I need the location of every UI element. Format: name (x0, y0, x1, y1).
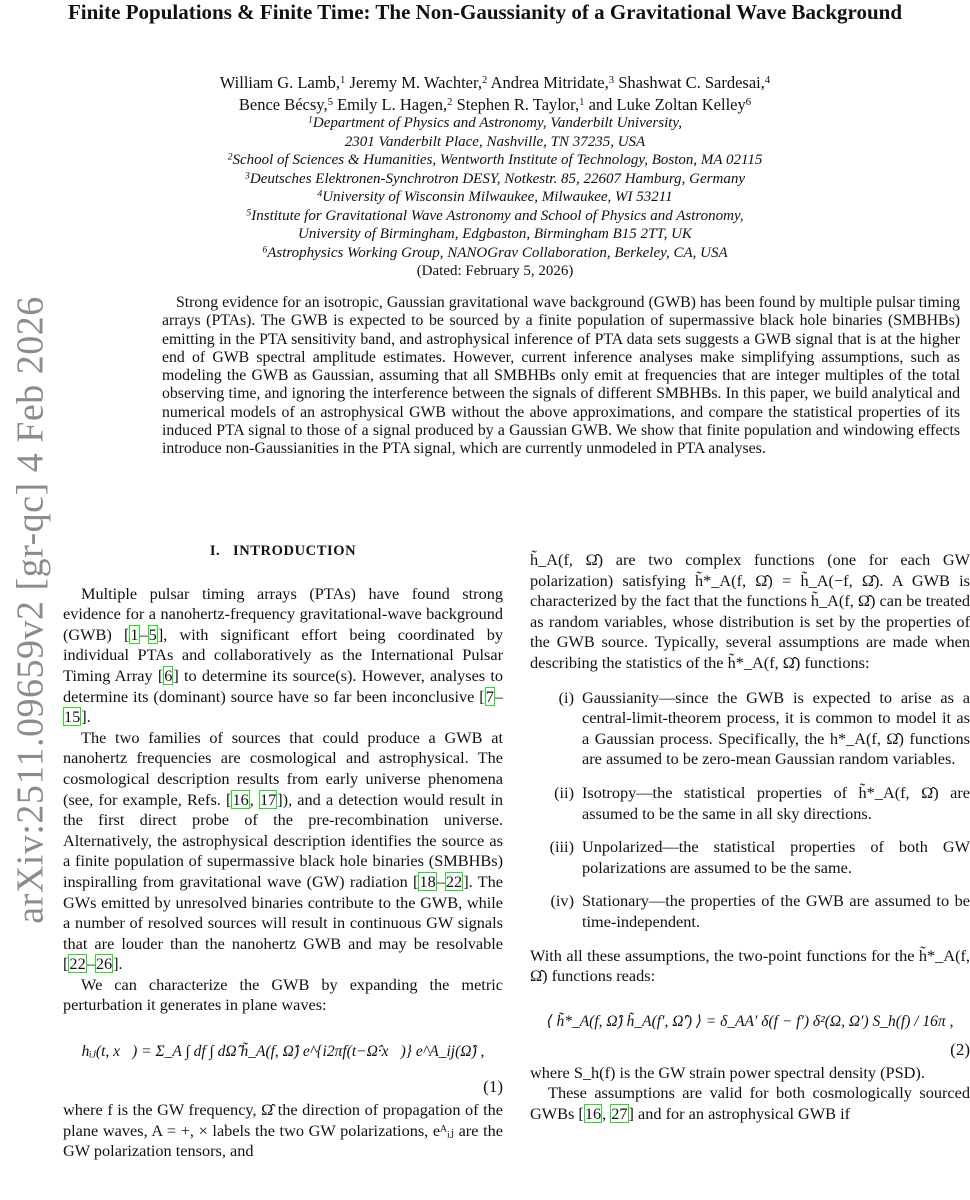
citation-link[interactable]: 6 (164, 665, 173, 685)
assumption-text: Gaussianity—since the GWB is expected to arise as a central-limit-theorem process, it is common to model it as a Gaussian process. Specifically, the h*_A(f, Ω̂) functions are assumed to be zero-mean Gaussian random variables. (582, 687, 970, 769)
author-list (80, 72, 910, 116)
citation-link[interactable]: 7 (485, 686, 494, 706)
author: Bence Bécsy,$^5$ (238, 95, 333, 114)
affiliation: $^3$Deutsches Elektronen-Synchrotron DESY, Notkestr. 85, 22607 Hamburg, Germany (245, 170, 745, 187)
equation-number: (2) (950, 1040, 970, 1060)
equation-2-body: ⟨ h̃*_A(f, Ω̂) h̃_A(f′, Ω̂′) ⟩ = δ_AA′ δ(f − f′) δ²(Ω, Ω′) S_h(f) / 16π , (546, 1013, 954, 1031)
author-line-1 (80, 72, 910, 94)
citation-link[interactable]: 15 (64, 707, 81, 727)
right-column (530, 550, 970, 1124)
citation-link[interactable]: 16 (584, 1103, 602, 1123)
citation-link[interactable]: 22 (69, 954, 86, 974)
validity-paragraph: These assumptions are valid for both cosmologically sourced GWBs [16, 27] and for an astrophysical GWB if (530, 1083, 970, 1123)
citation-link[interactable]: 17 (259, 789, 277, 809)
citation-link[interactable]: 27 (611, 1103, 628, 1123)
continuation-paragraph: h̃_A(f, Ω̂) are two complex functions (one for each GW polarization) satisfying h̃*_A(f, Ω̂) = h̃_A(−f, Ω̂). A GWB is characterized by the fact that the functions h̃_A(f, Ω̂) can be treated as random variables, whose distribution is set by the properties of the GWB source. Typically, several assumptions are made when describing the statistics of the h̃*_A(f, Ω̂) functions: (530, 550, 970, 672)
citation-link[interactable]: 26 (95, 954, 113, 974)
abstract: Strong evidence for an isotropic, Gaussian gravitational wave background (GWB) has been found by multiple pulsar timing arrays (PTAs). The GWB is expected to be sourced by a finite population of supermassive black hole binaries (SMBHBs) emitting in the PTA sensitivity band, and astrophysical inference of PTA data sets suggests a GWB signal that is at the higher end of GWB spectral amplitude estimates. However, current inference analyses make simplifying assumptions, such as modeling the GWB as Gaussian, assuming that all SMBHBs only emit at frequencies that are integer multiples of the total observing time, and ignoring the interference between the signals of different SMBHBs. In this paper, we build analytical and numerical models of an astrophysical GWB without the above approximations, and compare the statistical properties of its induced PTA signal to those of a signal produced by a Gaussian GWB. We show that finite population and windowing effects introduce non-Gaussianities in the PTA signal, which are currently unmodeled in PTA analyses. (162, 294, 960, 458)
affiliation: $^6$Astrophysics Working Group, NANOGrav Collaboration, Berkeley, CA, USA (262, 244, 728, 261)
affiliation: $^4$University of Wisconsin Milwaukee, Milwaukee, WI 53211 (317, 188, 673, 205)
assumption-item (530, 783, 970, 824)
assumption-number: (ii) (554, 782, 574, 802)
intro-paragraph-4: where f is the GW frequency, Ω̂ the direction of propagation of the plane waves, A = +, × labels the two GW polarizations, eᴬᵢⱼ are the GW polarization tensors, and (63, 1100, 503, 1161)
assumption-text: Unpolarized—the statistical properties of both GW polarizations are assumed to be the same. (582, 837, 970, 877)
citation-link[interactable]: 22 (445, 871, 463, 891)
author: Jeremy M. Wachter,$^2$ (349, 73, 488, 92)
citation-link[interactable]: 16 (232, 789, 249, 809)
intro-paragraph-3: We can characterize the GWB by expanding the metric perturbation it generates in plane waves: (63, 974, 503, 1015)
arxiv-stamp-text: arXiv:2511.09659v2 [gr-qc] 4 Feb 2026 (10, 296, 53, 924)
equation-2 (530, 999, 970, 1060)
assumption-text: Stationary—the properties of the GWB are assumed to be time-independent. (582, 891, 970, 931)
assumption-number: (iv) (550, 891, 574, 911)
author: Emily L. Hagen,$^2$ (337, 95, 453, 114)
author: and Luke Zoltan Kelley$^6$ (588, 95, 752, 114)
assumption-list (530, 688, 970, 933)
citation-link[interactable]: 18 (419, 871, 436, 891)
affiliation: $^5$Institute for Gravitational Wave Astronomy and School of Physics and Astronomy, (246, 207, 744, 224)
left-column (63, 530, 503, 1162)
arxiv-identifier-stamp (6, 296, 56, 924)
equation-number: (1) (483, 1077, 503, 1097)
section-heading: I. INTRODUCTION (209, 543, 357, 559)
paper-title: Finite Populations & Finite Time: The Non-Gaussianity of a Gravitational Wave Background (67, 0, 903, 24)
author: Stephen R. Taylor,$^1$ (456, 95, 585, 114)
affiliation: University of Birmingham, Edgbaston, Birmingham B15 2TT, UK (298, 226, 692, 242)
equation-1-body: hᵢⱼ(t, x⃗) = Σ_A ∫ df ∫ dΩ̂ h̃_A(f, Ω̂) e^{i2πf(t−Ω̂·x⃗)} e^A_ij(Ω̂) , (81, 1042, 485, 1060)
affiliation: 2301 Vanderbilt Place, Nashville, TN 37235, USA (344, 133, 646, 150)
date-line: (Dated: February 5, 2026) (416, 263, 574, 279)
intro-paragraph-2: The two families of sources that could produce a GWB at nanohertz frequencies are cosmological and astrophysical. The cosmological description results from early universe phenomena (see, for example, Refs. [16, 17]), and a detection would result in the first direct probe of the pre-recombination universe. Alternatively, the astrophysical description identifies the source as a finite population of supermassive black hole binaries (SMBHBs) inspiralling from gravitational wave (GW) radiation [18–22]. The GWs emitted by unresolved binaries contribute to the GWB, while a number of resolved sources will result in continuous GW signals that are louder than the nanohertz GWB and may be resolvable [22–26]. (63, 727, 504, 974)
affiliation: $^1$Department of Physics and Astronomy, Vanderbilt University, (307, 114, 682, 131)
assumption-number: (i) (558, 687, 574, 707)
citation-link[interactable]: 5 (148, 624, 157, 644)
equation-1 (63, 1028, 503, 1097)
author: Shashwat C. Sardesai,$^4$ (618, 73, 771, 92)
assumption-text: Isotropy—the statistical properties of h̃*_A(f, Ω̂) are assumed to be the same in all sky directions. (582, 782, 970, 823)
author-line-2 (80, 94, 910, 116)
author: William G. Lamb,$^1$ (219, 73, 346, 92)
assumption-number: (iii) (549, 837, 574, 857)
psd-paragraph: where S_h(f) is the GW strain power spectral density (PSD). (530, 1062, 925, 1082)
author: Andrea Mitridate,$^3$ (490, 73, 615, 92)
assumption-item (530, 688, 970, 770)
citation-link[interactable]: 1 (130, 624, 139, 644)
intro-paragraph-1: Multiple pulsar timing arrays (PTAs) have found strong evidence for a nanohertz-frequency gravitational-wave background (GWB) [1–5], with significant effort being coordinated by individual PTAs and collaboratively as the International Pulsar Timing Array [6] to determine its source(s). However, analyses to determine its (dominant) source have so far been inconclusive [7–15]. (63, 583, 503, 727)
affiliation: $^2$School of Sciences & Humanities, Wentworth Institute of Technology, Boston, MA 02115 (227, 151, 763, 168)
assumption-item (530, 837, 970, 878)
affiliation-list (80, 114, 910, 281)
two-point-paragraph: With all these assumptions, the two-point functions for the h̃*_A(f, Ω̂) functions reads: (530, 945, 970, 986)
assumption-item (530, 891, 970, 932)
